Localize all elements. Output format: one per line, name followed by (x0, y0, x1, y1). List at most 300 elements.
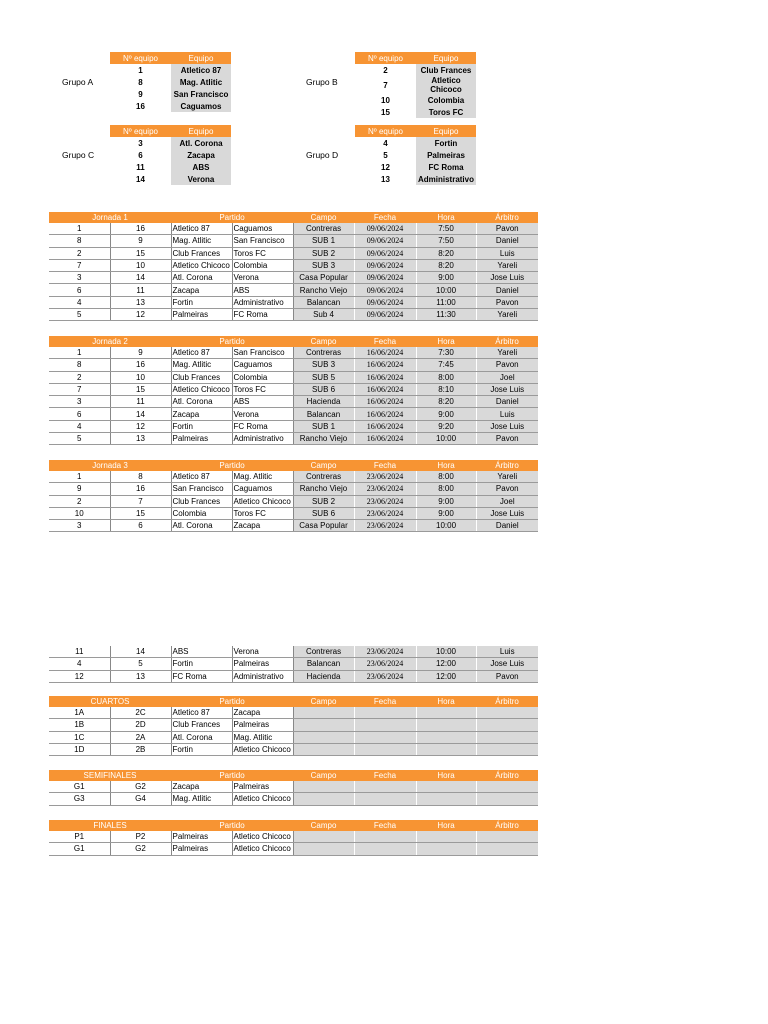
match-row (49, 719, 538, 731)
date: 23/06/2024 (354, 471, 416, 483)
away-team: Colombia (232, 259, 293, 271)
away-team: Mag. Atlitic (232, 731, 293, 743)
field: SUB 2 (293, 247, 354, 259)
referee: Luis (476, 247, 538, 259)
team-number: 11 (110, 161, 171, 173)
header-hora: Hora (416, 460, 476, 471)
header-fecha: Fecha (354, 212, 416, 223)
date: 23/06/2024 (354, 646, 416, 658)
away-seed: 5 (110, 658, 171, 670)
header-arbitro: Árbitro (476, 460, 538, 471)
group-row (355, 149, 476, 161)
match-row (49, 471, 538, 483)
match-row (49, 520, 538, 532)
match-row (49, 347, 538, 359)
date (354, 731, 416, 743)
away-seed: 15 (110, 507, 171, 519)
away-seed: 7 (110, 495, 171, 507)
date: 09/06/2024 (354, 309, 416, 321)
group-label: Grupo C (62, 150, 95, 160)
home-team: Atletico Chicoco (171, 383, 232, 395)
away-team: FC Roma (232, 309, 293, 321)
team-number: 10 (355, 94, 416, 106)
field (293, 781, 354, 793)
away-team: Atletico Chicoco (232, 831, 293, 843)
away-team: Toros FC (232, 383, 293, 395)
home-team: Atletico 87 (171, 471, 232, 483)
away-seed: 14 (110, 646, 171, 658)
time (416, 707, 476, 719)
group-row (355, 161, 476, 173)
away-team: Atletico Chicoco (232, 843, 293, 855)
away-seed: 15 (110, 247, 171, 259)
away-team: Verona (232, 408, 293, 420)
date: 09/06/2024 (354, 272, 416, 284)
away-team: San Francisco (232, 235, 293, 247)
field: Balancan (293, 408, 354, 420)
match-row (49, 284, 538, 296)
home-seed: 2 (49, 495, 110, 507)
away-seed: 10 (110, 259, 171, 271)
field: Contreras (293, 646, 354, 658)
field: Contreras (293, 347, 354, 359)
referee: Joel (476, 371, 538, 383)
referee: Pavon (476, 670, 538, 682)
date: 09/06/2024 (354, 223, 416, 235)
home-seed: 4 (49, 658, 110, 670)
time (416, 831, 476, 843)
home-team: Mag. Atlitic (171, 359, 232, 371)
away-team: Verona (232, 646, 293, 658)
referee: Jose Luis (476, 658, 538, 670)
field: SUB 3 (293, 359, 354, 371)
team-name: San Francisco (171, 88, 231, 100)
group-header-row (355, 125, 476, 137)
home-seed: 3 (49, 520, 110, 532)
referee: Daniel (476, 520, 538, 532)
match-row (49, 658, 538, 670)
time: 8:20 (416, 259, 476, 271)
field: Rancho Viejo (293, 483, 354, 495)
away-team: Palmeiras (232, 658, 293, 670)
header-campo: Campo (293, 696, 354, 707)
team-number: 7 (355, 76, 416, 94)
field: SUB 1 (293, 235, 354, 247)
header-hora: Hora (416, 212, 476, 223)
field (293, 707, 354, 719)
match-row (49, 793, 538, 805)
header-fecha: Fecha (354, 696, 416, 707)
header-team-number: Nº equipo (355, 125, 416, 137)
home-team: Zacapa (171, 408, 232, 420)
away-seed: 11 (110, 396, 171, 408)
team-number: 5 (355, 149, 416, 161)
date: 09/06/2024 (354, 247, 416, 259)
away-team: Zacapa (232, 520, 293, 532)
home-seed: 1 (49, 471, 110, 483)
team-name: Atl. Corona (171, 137, 231, 149)
referee: Daniel (476, 396, 538, 408)
group-row (355, 173, 476, 185)
match-row (49, 743, 538, 755)
home-team: Palmeiras (171, 831, 232, 843)
group-row (110, 137, 231, 149)
home-team: Zacapa (171, 284, 232, 296)
schedule-table (49, 336, 538, 445)
home-seed: 12 (49, 670, 110, 682)
field: Casa Popular (293, 520, 354, 532)
team-name: Mag. Atlitic (171, 76, 231, 88)
header-team-number: Nº equipo (110, 52, 171, 64)
home-seed: G1 (49, 781, 110, 793)
away-team: San Francisco (232, 347, 293, 359)
group-row (355, 94, 476, 106)
home-seed: 3 (49, 272, 110, 284)
header-hora: Hora (416, 820, 476, 831)
header-team-name: Equipo (416, 125, 476, 137)
away-team: Toros FC (232, 247, 293, 259)
schedule-header-row (49, 770, 538, 781)
date (354, 781, 416, 793)
team-name: Zacapa (171, 149, 231, 161)
field (293, 743, 354, 755)
header-fecha: Fecha (354, 460, 416, 471)
referee: Yareli (476, 471, 538, 483)
away-seed: 13 (110, 670, 171, 682)
referee: Joel (476, 495, 538, 507)
home-seed: 3 (49, 396, 110, 408)
home-team: Atl. Corona (171, 520, 232, 532)
away-team: Colombia (232, 371, 293, 383)
team-name: Atletico 87 (171, 64, 231, 76)
date: 23/06/2024 (354, 520, 416, 532)
time: 12:00 (416, 658, 476, 670)
team-name: Palmeiras (416, 149, 476, 161)
match-row (49, 433, 538, 445)
header-hora: Hora (416, 770, 476, 781)
date (354, 743, 416, 755)
home-seed: 1D (49, 743, 110, 755)
group-label: Grupo B (306, 77, 338, 87)
away-team: Atletico Chicoco (232, 793, 293, 805)
home-team: Palmeiras (171, 843, 232, 855)
referee: Yareli (476, 309, 538, 321)
away-team: Administrativo (232, 433, 293, 445)
team-number: 6 (110, 149, 171, 161)
header-team-number: Nº equipo (355, 52, 416, 64)
home-team: Club Frances (171, 371, 232, 383)
header-team-number: Nº equipo (110, 125, 171, 137)
date: 23/06/2024 (354, 507, 416, 519)
time: 9:00 (416, 272, 476, 284)
home-seed: 1A (49, 707, 110, 719)
home-team: FC Roma (171, 670, 232, 682)
home-team: ABS (171, 646, 232, 658)
home-team: Palmeiras (171, 433, 232, 445)
field: Rancho Viejo (293, 433, 354, 445)
away-team: Caguamos (232, 223, 293, 235)
home-seed: 5 (49, 309, 110, 321)
home-seed: 6 (49, 408, 110, 420)
home-seed: 8 (49, 359, 110, 371)
group-table (355, 52, 476, 118)
referee (476, 731, 538, 743)
away-seed: P2 (110, 831, 171, 843)
referee: Jose Luis (476, 420, 538, 432)
home-team: Atl. Corona (171, 731, 232, 743)
date: 16/06/2024 (354, 408, 416, 420)
referee: Pavon (476, 223, 538, 235)
group-row (110, 173, 231, 185)
header-campo: Campo (293, 336, 354, 347)
time: 9:00 (416, 507, 476, 519)
time: 7:50 (416, 223, 476, 235)
match-row (49, 781, 538, 793)
group-row (110, 149, 231, 161)
home-team: Mag. Atlitic (171, 235, 232, 247)
date: 23/06/2024 (354, 658, 416, 670)
group-table (355, 125, 476, 185)
team-name: Caguamos (171, 100, 231, 112)
referee: Pavon (476, 433, 538, 445)
home-team: Fortin (171, 296, 232, 308)
team-name: Verona (171, 173, 231, 185)
home-team: Fortin (171, 658, 232, 670)
field: SUB 2 (293, 495, 354, 507)
away-team: ABS (232, 284, 293, 296)
home-seed: 2 (49, 247, 110, 259)
match-row (49, 383, 538, 395)
away-seed: 2A (110, 731, 171, 743)
header-team-name: Equipo (171, 125, 231, 137)
away-seed: 16 (110, 359, 171, 371)
team-name: Fortin (416, 137, 476, 149)
header-campo: Campo (293, 212, 354, 223)
team-number: 16 (110, 100, 171, 112)
time: 11:30 (416, 309, 476, 321)
away-team: FC Roma (232, 420, 293, 432)
group-label: Grupo D (306, 150, 339, 160)
referee: Luis (476, 646, 538, 658)
time: 10:00 (416, 433, 476, 445)
field: Balancan (293, 658, 354, 670)
header-campo: Campo (293, 460, 354, 471)
date: 09/06/2024 (354, 296, 416, 308)
away-seed: G2 (110, 781, 171, 793)
date (354, 719, 416, 731)
referee (476, 781, 538, 793)
group-row (110, 88, 231, 100)
match-row (49, 396, 538, 408)
round-title: Jornada 3 (49, 460, 171, 471)
date: 16/06/2024 (354, 383, 416, 395)
time: 8:00 (416, 371, 476, 383)
team-name: Toros FC (416, 106, 476, 118)
away-seed: 14 (110, 408, 171, 420)
away-seed: 8 (110, 471, 171, 483)
away-team: Administrativo (232, 296, 293, 308)
header-partido: Partido (171, 696, 293, 707)
match-row (49, 707, 538, 719)
home-seed: 1C (49, 731, 110, 743)
team-number: 1 (110, 64, 171, 76)
time (416, 731, 476, 743)
away-team: Palmeiras (232, 719, 293, 731)
field: Hacienda (293, 396, 354, 408)
away-team: Caguamos (232, 483, 293, 495)
date: 16/06/2024 (354, 371, 416, 383)
referee: Jose Luis (476, 272, 538, 284)
time: 9:00 (416, 408, 476, 420)
time: 7:30 (416, 347, 476, 359)
group-row (110, 64, 231, 76)
referee: Yareli (476, 347, 538, 359)
schedule-table (49, 646, 538, 683)
header-arbitro: Árbitro (476, 336, 538, 347)
time (416, 843, 476, 855)
group-row (355, 76, 476, 94)
away-seed: G4 (110, 793, 171, 805)
team-number: 4 (355, 137, 416, 149)
match-row (49, 309, 538, 321)
date (354, 707, 416, 719)
header-partido: Partido (171, 770, 293, 781)
schedule-header-row (49, 212, 538, 223)
away-seed: 6 (110, 520, 171, 532)
home-seed: G1 (49, 843, 110, 855)
home-seed: P1 (49, 831, 110, 843)
team-number: 14 (110, 173, 171, 185)
time: 10:00 (416, 520, 476, 532)
referee (476, 743, 538, 755)
schedule-table (49, 212, 538, 321)
time: 12:00 (416, 670, 476, 682)
header-fecha: Fecha (354, 820, 416, 831)
away-seed: 15 (110, 383, 171, 395)
referee: Pavon (476, 359, 538, 371)
group-table (110, 125, 231, 185)
date: 16/06/2024 (354, 433, 416, 445)
date: 23/06/2024 (354, 670, 416, 682)
away-seed: 12 (110, 309, 171, 321)
team-name: Club Frances (416, 64, 476, 76)
header-team-name: Equipo (416, 52, 476, 64)
field (293, 843, 354, 855)
home-team: Atletico Chicoco (171, 259, 232, 271)
schedule-table (49, 460, 538, 532)
away-seed: G2 (110, 843, 171, 855)
away-team: Mag. Atlitic (232, 471, 293, 483)
team-name: Administrativo (417, 174, 474, 184)
away-seed: 12 (110, 420, 171, 432)
group-row (355, 106, 476, 118)
field: Casa Popular (293, 272, 354, 284)
away-seed: 14 (110, 272, 171, 284)
home-seed: 10 (49, 507, 110, 519)
date: 16/06/2024 (354, 347, 416, 359)
field: Contreras (293, 471, 354, 483)
referee (476, 793, 538, 805)
match-row (49, 731, 538, 743)
date (354, 793, 416, 805)
time: 8:20 (416, 396, 476, 408)
header-campo: Campo (293, 770, 354, 781)
field (293, 831, 354, 843)
time: 10:00 (416, 646, 476, 658)
header-hora: Hora (416, 696, 476, 707)
field: SUB 6 (293, 383, 354, 395)
referee: Daniel (476, 235, 538, 247)
date: 09/06/2024 (354, 235, 416, 247)
home-seed: 1 (49, 223, 110, 235)
team-name: ABS (171, 161, 231, 173)
away-seed: 16 (110, 483, 171, 495)
field (293, 731, 354, 743)
team-number: 15 (355, 106, 416, 118)
round-title: CUARTOS (49, 696, 171, 707)
home-team: Club Frances (171, 495, 232, 507)
home-team: Atletico 87 (171, 707, 232, 719)
match-row (49, 483, 538, 495)
date: 23/06/2024 (354, 483, 416, 495)
schedule-table (49, 770, 538, 806)
away-team: Zacapa (232, 707, 293, 719)
match-row (49, 420, 538, 432)
schedule-table (49, 696, 538, 756)
away-team: Administrativo (232, 670, 293, 682)
header-team-name: Equipo (171, 52, 231, 64)
match-row (49, 670, 538, 682)
home-seed: 5 (49, 433, 110, 445)
match-row (49, 272, 538, 284)
field (293, 793, 354, 805)
group-row (110, 161, 231, 173)
referee (476, 843, 538, 855)
team-name: Atletico Chicoco (416, 76, 476, 94)
away-team: Toros FC (232, 507, 293, 519)
away-team: Caguamos (232, 359, 293, 371)
group-row (110, 100, 231, 112)
time (416, 781, 476, 793)
header-arbitro: Árbitro (476, 696, 538, 707)
group-row (355, 137, 476, 149)
time: 7:45 (416, 359, 476, 371)
home-seed: 1 (49, 347, 110, 359)
time: 9:00 (416, 495, 476, 507)
home-seed: 2 (49, 371, 110, 383)
field: Sub 4 (293, 309, 354, 321)
home-team: Mag. Atlitic (171, 793, 232, 805)
header-partido: Partido (171, 820, 293, 831)
schedule-header-row (49, 696, 538, 707)
group-table (110, 52, 231, 112)
field: SUB 5 (293, 371, 354, 383)
header-partido: Partido (171, 460, 293, 471)
time (416, 719, 476, 731)
date: 23/06/2024 (354, 495, 416, 507)
referee: Pavon (476, 296, 538, 308)
home-seed: 1B (49, 719, 110, 731)
home-seed: 8 (49, 235, 110, 247)
header-arbitro: Árbitro (476, 820, 538, 831)
header-arbitro: Árbitro (476, 770, 538, 781)
time: 8:20 (416, 247, 476, 259)
round-title: FINALES (49, 820, 171, 831)
header-campo: Campo (293, 820, 354, 831)
round-title: Jornada 2 (49, 336, 171, 347)
date: 09/06/2024 (354, 259, 416, 271)
referee (476, 707, 538, 719)
